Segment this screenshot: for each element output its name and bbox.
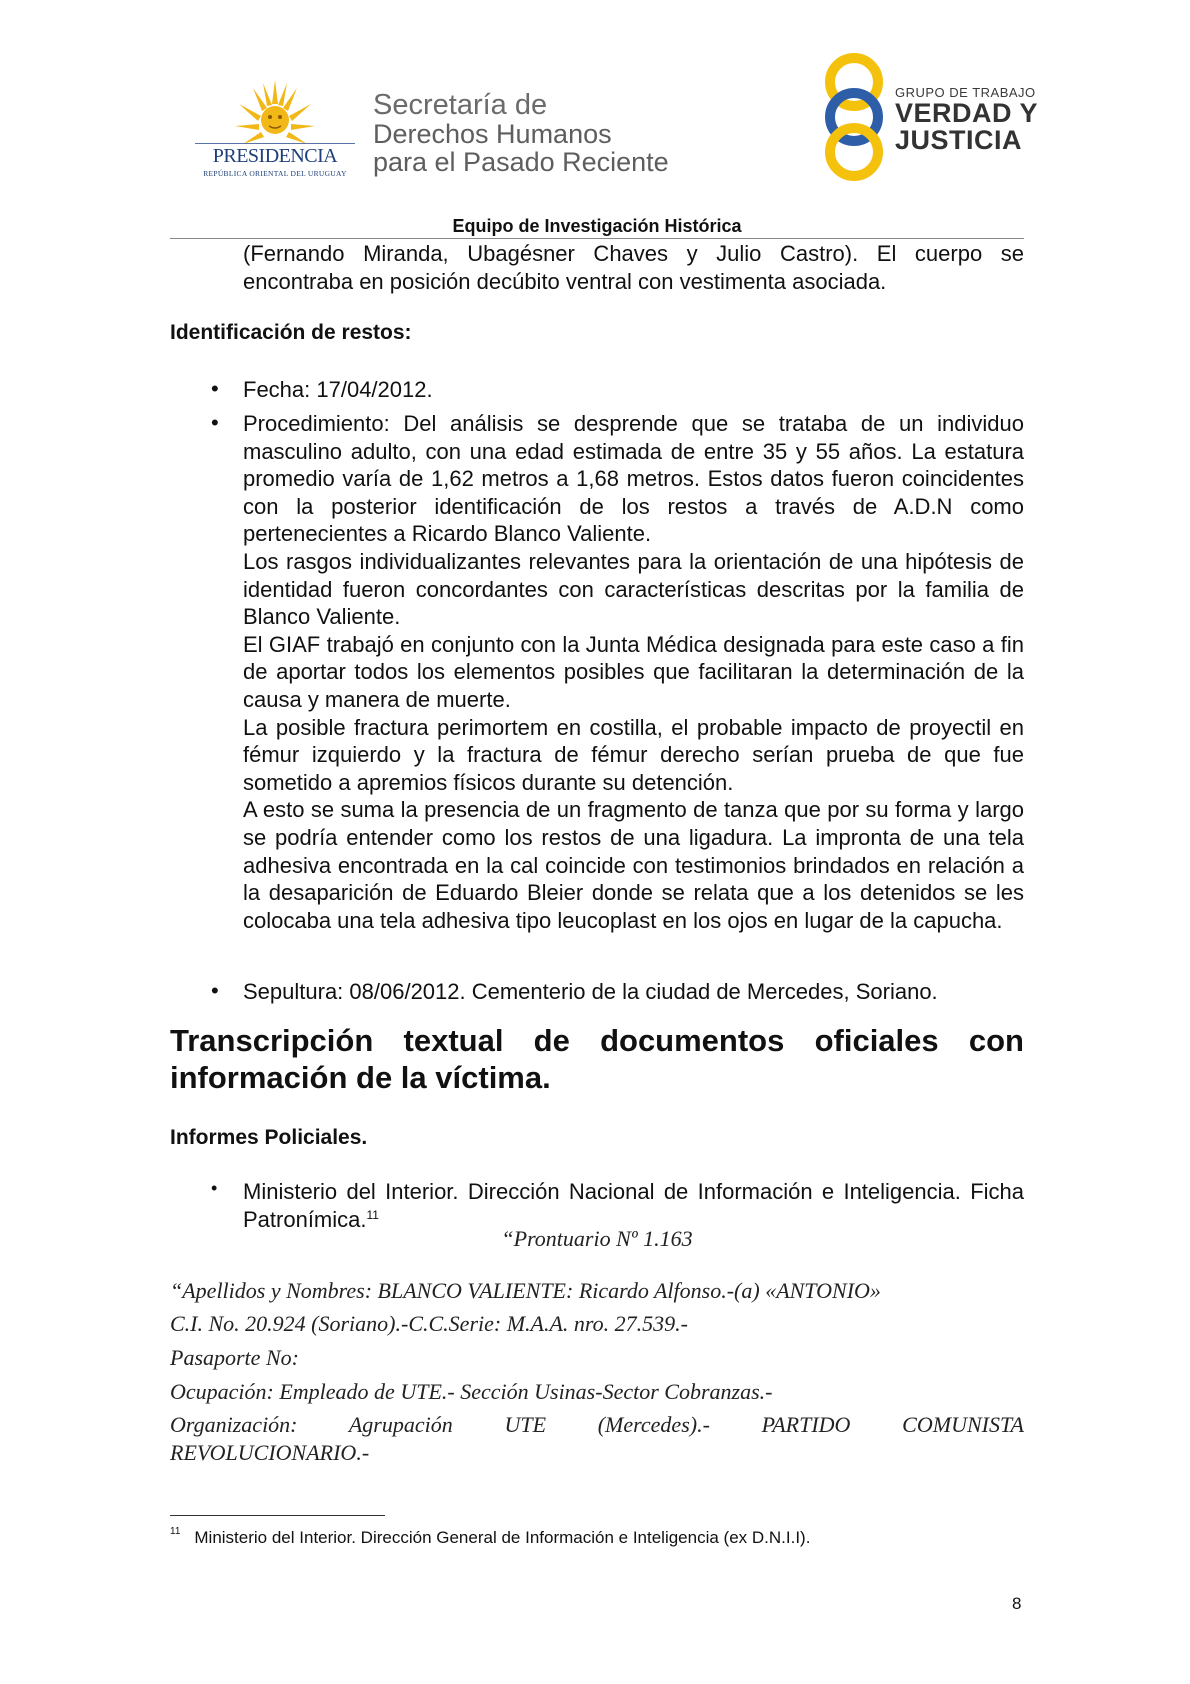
procedimiento-item	[243, 410, 1024, 934]
procedimiento-paragraph: A esto se suma la presencia de un fragmento de tanza que por su forma y largo se podría entender como los restos de una ligadura. La impronta de una tela adhesiva encontrada en la cal coincide con testimonios brindados en relación a la desaparición de Eduardo Bleier donde se relata que a los detenidos se les colocaba una tela adhesiva tipo leucoplast en los ojos en lugar de la capucha.	[243, 797, 1024, 933]
identificacion-heading: Identificación de restos:	[170, 321, 412, 344]
page-number: 8	[1012, 1594, 1022, 1613]
ministerio-text: Ministerio del Interior. Dirección Nacional de Información e Inteligencia. Ficha Patronímica.	[243, 1179, 1024, 1232]
document-line: C.I. No. 20.924 (Soriano).-C.C.Serie: M.A.A. nro. 27.539.-	[170, 1311, 688, 1336]
presidencia-subtitle: REPÚBLICA ORIENTAL DEL URUGUAY	[203, 169, 347, 178]
transcripcion-heading: Transcripción textual de documentos oficiales con información de la víctima.	[170, 1023, 1024, 1095]
grupo-line-2: VERDAD Y	[895, 98, 1039, 128]
footnote-number: 11	[170, 1526, 181, 1537]
footnote-rule	[170, 1515, 385, 1516]
bullet: •	[211, 410, 219, 435]
document-line: Ocupación: Empleado de UTE.- Sección Usinas-Sector Cobranzas.-	[170, 1379, 773, 1404]
fecha-item: Fecha: 17/04/2012.	[243, 377, 433, 402]
team-header: Equipo de Investigación Histórica	[452, 216, 742, 236]
presidencia-name: PRESIDENCIA	[212, 145, 338, 167]
sepultura-item: Sepultura: 08/06/2012. Cementerio de la ciudad de Mercedes, Soriano.	[243, 979, 938, 1004]
procedimiento-paragraph: El GIAF trabajó en conjunto con la Junta Médica designada para este caso a fin de aportar todos los elementos posibles que facilitaran la determinación de la causa y manera de muerte.	[243, 631, 1024, 712]
footnote-ref[interactable]: 11	[366, 1207, 379, 1222]
informes-heading: Informes Policiales.	[170, 1126, 368, 1149]
grupo-trabajo-title	[895, 85, 1038, 154]
secretaria-title	[373, 90, 669, 176]
prontuario-line: “Prontuario Nº 1.163	[501, 1226, 693, 1251]
header-rule	[170, 238, 1024, 239]
document-line: Pasaporte No:	[170, 1345, 299, 1370]
grupo-line-3: JUSTICIA	[895, 125, 1023, 155]
sun-emblem-icon	[235, 80, 315, 150]
secretaria-line-2: Derechos Humanos	[373, 119, 612, 149]
procedimiento-paragraph: Los rasgos individualizantes relevantes para la orientación de una hipótesis de identidad fueron concordantes con características descritas por la familia de Blanco Valiente.	[243, 548, 1024, 630]
document-line: “Apellidos y Nombres: BLANCO VALIENTE: Ricardo Alfonso.-(a) «ANTONIO»	[170, 1278, 881, 1303]
footnote	[170, 1528, 810, 1548]
secretaria-line-1: Secretaría de	[373, 89, 548, 121]
procedimiento-paragraph: Procedimiento: Del análisis se desprende que se trataba de un individuo masculino adulto, con una edad estimada de entre 35 y 55 años. La estatura promedio varía de 1,62 metros a 1,68 metros. Estos datos fueron coincidentes con la posterior identificación de los restos a través de A.D.N como pertenecientes a Ricardo Blanco Valiente.	[243, 411, 1024, 547]
procedimiento-paragraph: La posible fractura perimortem en costilla, el probable impacto de proyectil en fémur izquierdo y la fractura de fémur derecho serían prueba de que fue sometido a apremios físicos durante su detención.	[243, 714, 1024, 795]
bullet: •	[211, 1178, 218, 1198]
organizacion-line: Organización: Agrupación UTE (Mercedes).- PARTIDO COMUNISTA	[170, 1412, 1024, 1437]
footnote-text: Ministerio del Interior. Dirección General de Información e Inteligencia (ex D.N.I.I).	[194, 1528, 811, 1547]
presidencia-divider	[195, 143, 355, 144]
continuation-paragraph: (Fernando Miranda, Ubagésner Chaves y Julio Castro). El cuerpo se encontraba en posición decúbito ventral con vestimenta asociada.	[243, 241, 1024, 294]
secretaria-line-3: para el Pasado Reciente	[373, 147, 669, 177]
presidencia-logo	[195, 80, 355, 180]
organizacion-line-continued: REVOLUCIONARIO.-	[170, 1440, 370, 1465]
bullet: •	[211, 376, 219, 401]
bullet: •	[211, 978, 219, 1003]
grupo-line-1: GRUPO DE TRABAJO	[895, 85, 1036, 100]
ministerio-item	[243, 1178, 1024, 1233]
